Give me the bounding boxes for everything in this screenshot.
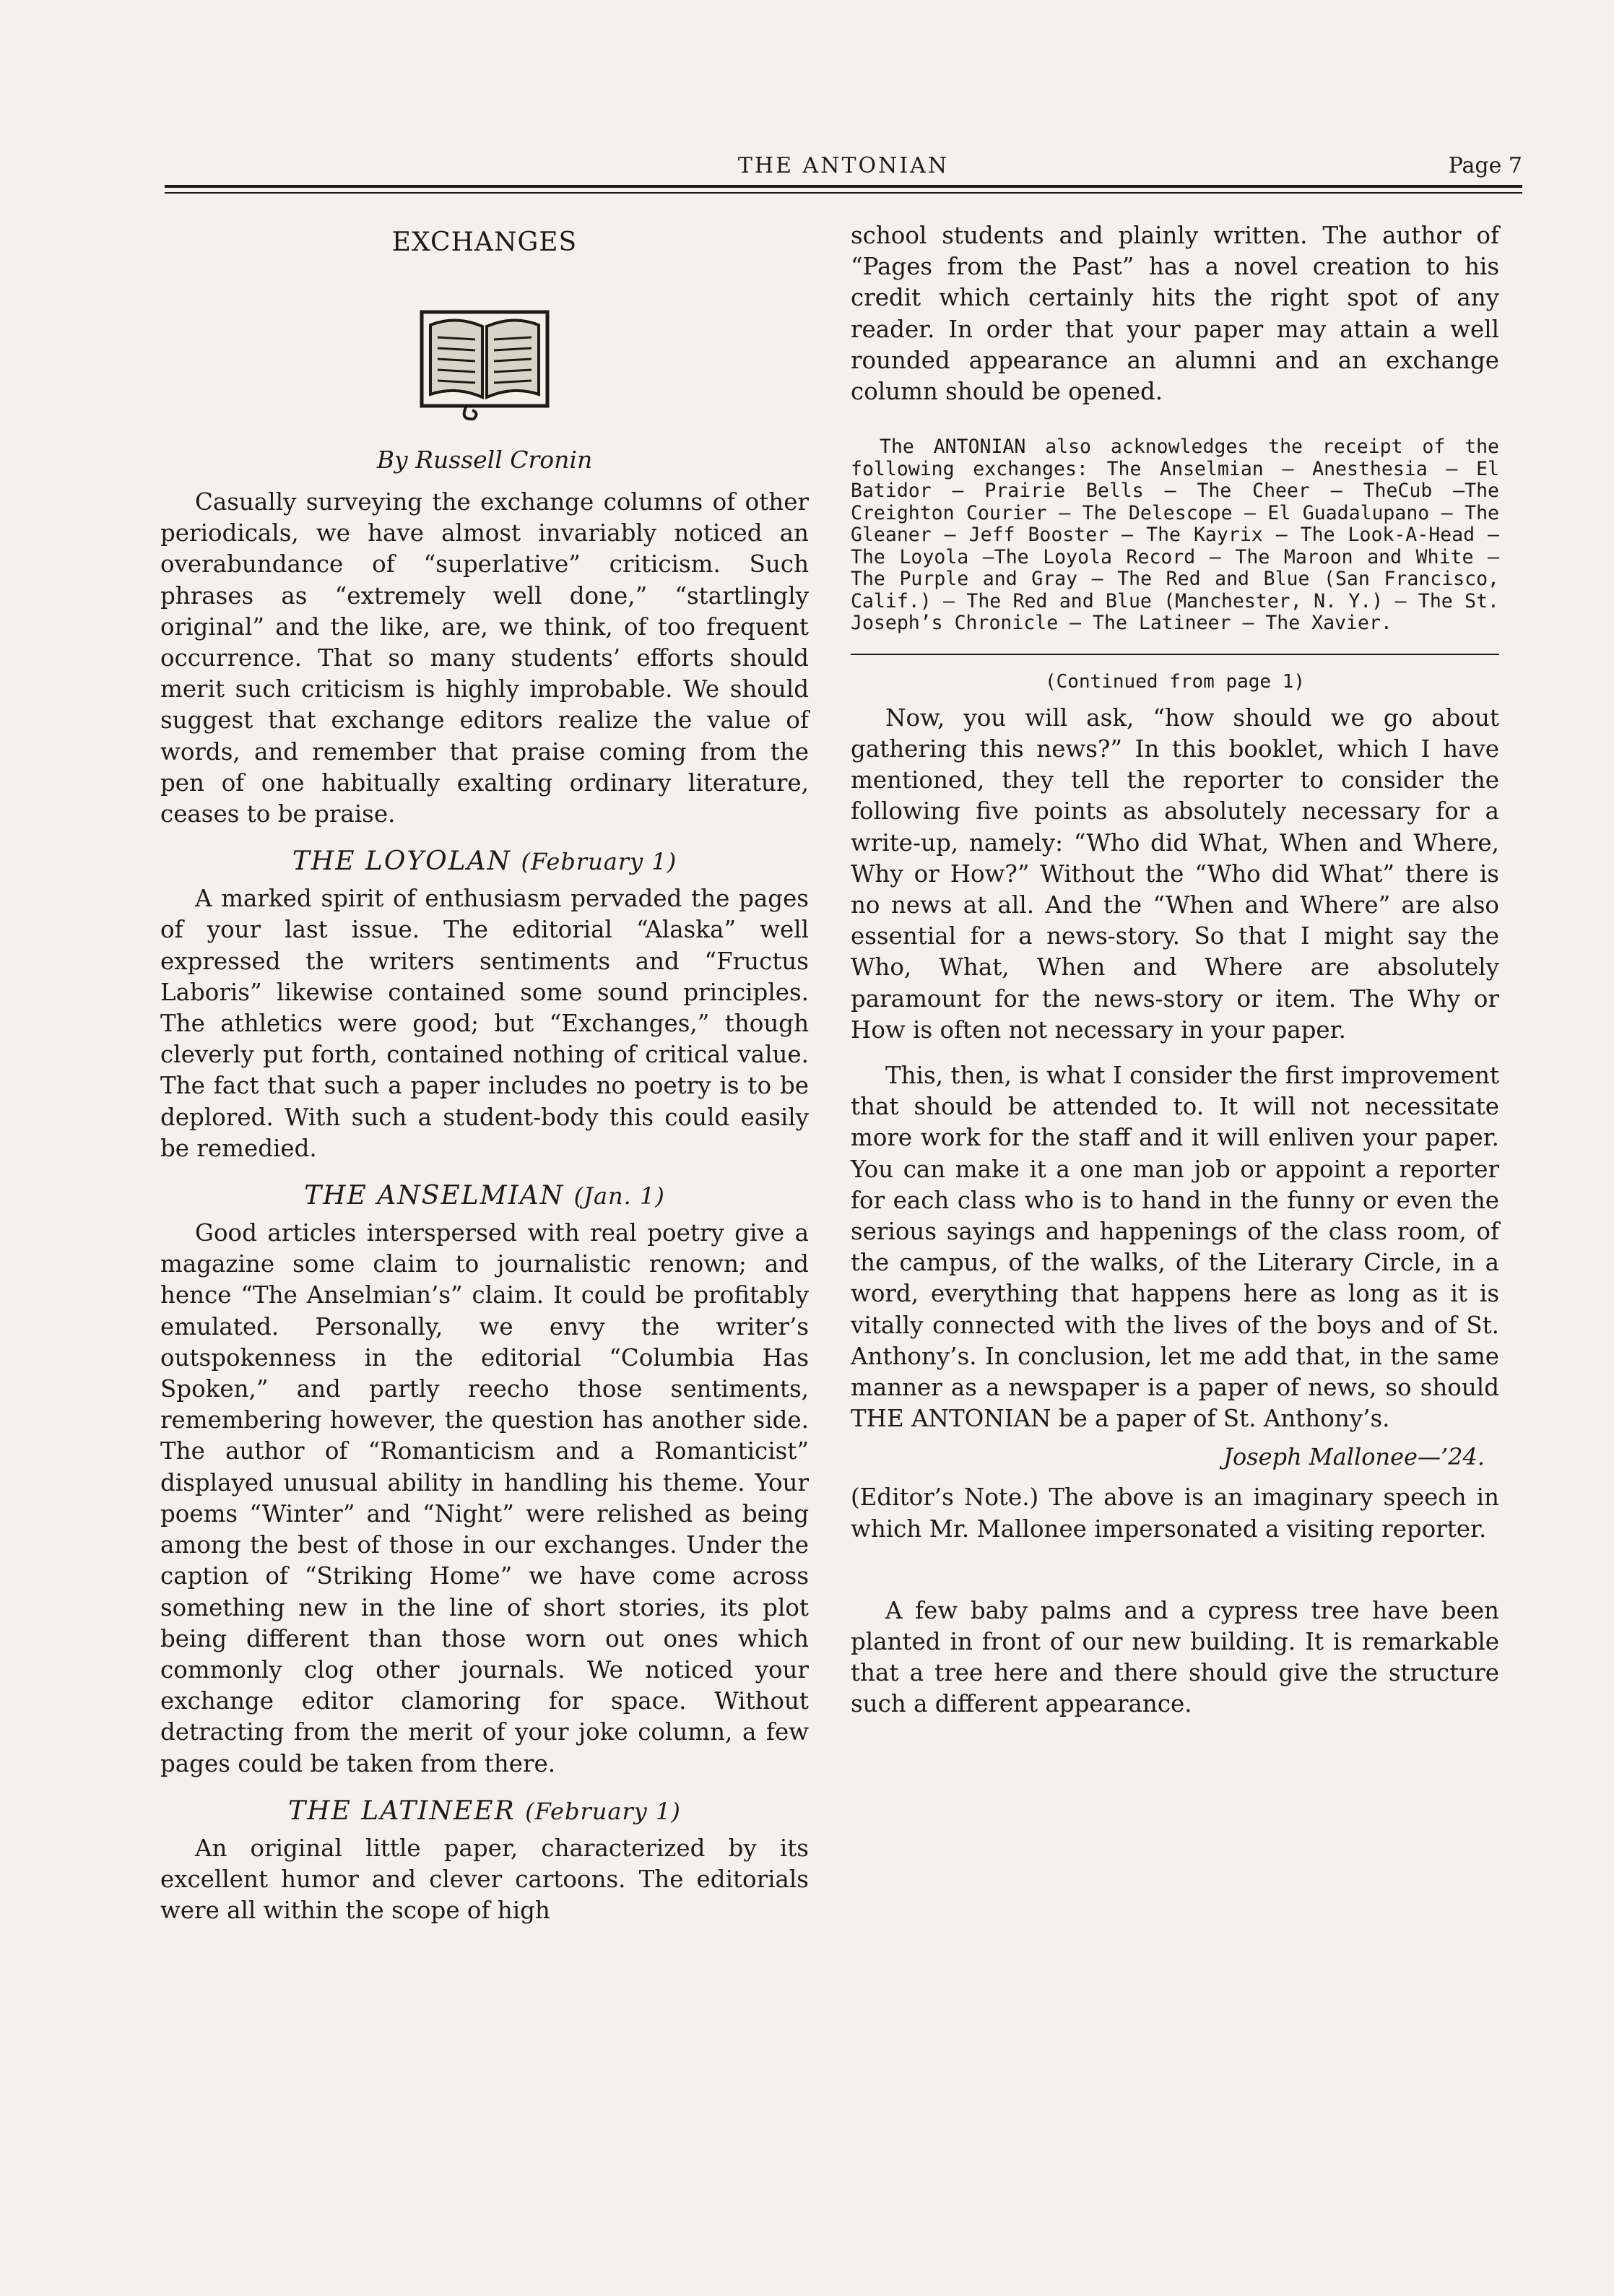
latineer-review: An original little paper, characterized by its excellent humor and clever cartoons. The editorials were all within the scope of high (160, 1834, 809, 1925)
anselmian-heading (160, 1179, 809, 1213)
anselmian-date: (Jan. 1) (573, 1182, 665, 1210)
article-paragraph-1: Now, you will ask, “how should we go about gathering this news?” In this booklet, which I have mentioned, they tell the reporter to consider the following five points as absolutely necessary for a write-up, namely: “Who did What, When and Where, Why or How?” Without the “Who did What” there is no news at all. And the “When and Where” are also essential for a news-story. So that I might say the Who, What, When and Where are absolutely paramount for the news-story or item. The Why or How is often not necessary in your paper. (851, 703, 1499, 1044)
palms-paragraph: A few baby palms and a cypress tree have been planted in front of our new building. It is remarkable that a tree here and there should give the structure such a different appearance. (851, 1596, 1499, 1718)
page-header (165, 153, 1522, 185)
masthead-title: THE ANTONIAN (737, 153, 950, 178)
editor-note: (Editor’s Note.) The above is an imaginary speech in which Mr. Mallonee impersonated a visiting reporter. (851, 1483, 1499, 1543)
anselmian-review: Good articles interspersed with real poetry give a magazine some claim to journalistic renown; and hence “The Anselmian’s” claim. It could be profitably emulated. Personally, we envy the writer’s outspokenness in the editorial “Columbia Has Spoken,” and partly reecho those sentiments, remembering however, the question has another side. The author of “Romanticism and a Romanticist” displayed unusual ability in handling his theme. Your poems “Winter” and “Night” were relished as being among the best of those in our exchanges. Under the caption of “Striking Home” we have come across something new in the line of short stories, its plot being different than those worn out ones which commonly clog other journals. We noticed your exchange editor clamoring for space. Without detracting from the merit of your joke column, a few pages could be taken from there. (160, 1219, 809, 1777)
right-column (851, 220, 1499, 1720)
section-divider (851, 654, 1499, 655)
latineer-date: (February 1) (525, 1797, 681, 1825)
exchanges-acknowledgment: The ANTONIAN also acknowledges the receipt of the following exchanges: The Anselmian — Anesthesia — El Batidor — Prairie Bells — The Cheer — TheCub —The Creighton Courier — The Delescope — El Guadalupano — The Gleaner — Jeff Booster — The Kayrix — The Look-A-Head — The Loyola —The Loyola Record — The Maroon and White — The Purple and Gray — The Red and Blue (San Francisco, Calif.) — The Red and Blue (Manchester, N. Y.) — The St. Joseph’s Chronicle — The Latineer — The Xavier. (851, 436, 1499, 635)
header-rule (165, 185, 1522, 188)
left-column (160, 217, 809, 1926)
anselmian-title: THE ANSELMIAN (304, 1181, 565, 1211)
continued-note: (Continued from page 1) (1044, 670, 1306, 693)
article-paragraph-2: This, then, is what I consider the first improvement that should be attended to. It will not necessitate more work for the staff and it will enliven your paper. You can make it a one man job or appoint a reporter for each class who is to hand in the funny or even the serious sayings and happenings of the class room, of the campus, of the walks, of the Literary Circle, in a word, everything that happens here as long as it is vitally connected with the lives of the boys and of St. Anthony’s. In conclusion, let me add that, in the same manner as a newspaper is a paper of news, so should THE ANTONIAN be a paper of St. Anthony’s. (851, 1061, 1499, 1433)
open-book-icon (416, 305, 553, 428)
page-number: Page 7 (1448, 153, 1522, 178)
loyolan-title: THE LOYOLAN (292, 846, 512, 877)
latineer-review-continued: school students and plainly written. The author of “Pages from the Past” has a novel creation to his credit which certainly hits the right spot of any reader. In order that your paper may attain a well rounded appearance an alumni and an exchange column should be opened. (851, 222, 1499, 406)
loyolan-review: A marked spirit of enthusiasm pervaded the pages of your last issue. The editorial “Alaska” well expressed the writers sentiments and “Fructus Laboris” likewise contained some sound principles. The athletics were good; but “Exchanges,” though cleverly put forth, contained nothing of critical value. The fact that such a paper includes no poetry is to be deplored. With such a student-body this could easily be remedied. (160, 885, 809, 1162)
latineer-title: THE LATINEER (288, 1795, 516, 1826)
loyolan-date: (February 1) (521, 848, 677, 876)
header-rule-thin (165, 192, 1522, 194)
section-title: EXCHANGES (391, 228, 578, 257)
loyolan-heading (160, 844, 809, 879)
intro-paragraph: Casually surveying the exchange columns of other periodicals, we have almost invariably noticed an overabundance of “superlative” criticism. Such phrases as “extremely well done,” “startlingly original” and the like, are, we think, of too frequent occurrence. That so many students’ efforts should merit such criticism is highly improbable. We should suggest that exchange editors realize the value of words, and remember that praise coming from the pen of one habitually exalting ordinary literature, ceases to be praise. (160, 488, 809, 828)
latineer-heading (160, 1794, 809, 1829)
byline: By Russell Cronin (376, 446, 593, 474)
author-signature: Joseph Mallonee—’24. (1223, 1443, 1485, 1471)
